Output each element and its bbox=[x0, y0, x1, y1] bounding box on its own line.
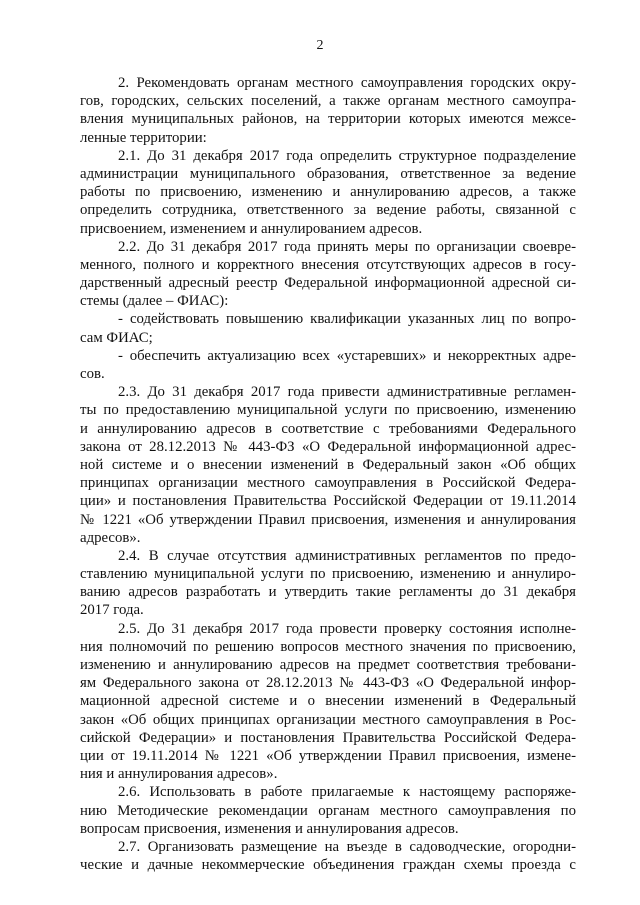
text-line: ставлению муниципальной услуги по присвоению, изменению и аннулиро- bbox=[80, 566, 576, 583]
text-line: мационной адресной системе и о внесении изменений в Федеральный bbox=[80, 693, 576, 710]
text-line: 2.7. Организовать размещение на въезде в садоводческие, огородни- bbox=[118, 838, 576, 855]
text-line: сийской Федерации» и постановления Правительства Российской Федера- bbox=[80, 729, 576, 746]
text-line: сов. bbox=[80, 366, 105, 382]
text-line: вопросам присвоения, изменения и аннулирования адресов. bbox=[80, 820, 459, 837]
text-line: адресов». bbox=[80, 529, 141, 546]
text-line: работы по присвоению, изменению и аннулированию адресов, а также bbox=[80, 184, 576, 201]
paragraph bbox=[80, 547, 576, 620]
text-line: вления муниципальных районов, на территории которых имеются межсе- bbox=[80, 111, 576, 128]
text-line: - содействовать повышению квалификации указанных лиц по вопро- bbox=[118, 311, 576, 328]
text-line: 2.4. В случае отсутствия административных регламентов по предо- bbox=[118, 547, 576, 564]
text-line: № 1221 «Об утверждении Правил присвоения, изменения и аннулирования bbox=[80, 511, 576, 528]
text-line: и аннулированию адресов в соответствие с требованиями Федерального bbox=[80, 420, 576, 437]
text-line: 2.3. До 31 декабря 2017 года привести административные регламен- bbox=[118, 384, 576, 401]
text-line: ния полномочий по решению вопросов местного значения по присвоению, bbox=[80, 638, 576, 655]
text-line: - обеспечить актуализацию всех «устаревших» и некорректных адре- bbox=[118, 347, 576, 364]
text-line: определить сотрудника, ответственного за ведение работы, связанной с bbox=[80, 202, 576, 219]
document-body bbox=[80, 74, 576, 874]
text-line: ции» и постановления Правительства Российской Федерации от 19.11.2014 bbox=[80, 493, 576, 510]
text-line: ния и аннулирования адресов». bbox=[80, 766, 278, 783]
text-line: 2.1. До 31 декабря 2017 года определить структурное подразделение bbox=[118, 147, 576, 164]
text-line: ной системе и о внесении изменений в Федеральный закон «Об общих bbox=[80, 456, 576, 473]
text-line: ческие и дачные некоммерческие объединения граждан схемы проезда с bbox=[80, 857, 576, 874]
page-number: 2 bbox=[316, 38, 324, 53]
paragraph bbox=[80, 74, 576, 147]
text-line: 2017 года. bbox=[80, 602, 144, 619]
text-line: администрации муниципального образования, ответственное за ведение bbox=[80, 165, 576, 182]
text-line: нию Методические рекомендации органам местного самоуправления по bbox=[80, 802, 576, 819]
text-line: ты по предоставлению муниципальной услуги по присвоению, изменению bbox=[80, 402, 576, 419]
text-line: дарственный адресный реестр Федеральной информационной адресной си- bbox=[80, 275, 576, 292]
paragraph bbox=[80, 383, 576, 547]
paragraph bbox=[80, 620, 576, 784]
paragraph bbox=[80, 147, 576, 238]
paragraph bbox=[80, 238, 576, 311]
paragraph bbox=[80, 310, 576, 346]
text-line: менного, полного и корректного внесения отсутствующих адресов в госу- bbox=[80, 256, 576, 273]
text-line: изменению и аннулированию адресов на предмет соответствия требовани- bbox=[80, 657, 576, 673]
text-line: принципах организации местного самоуправления в Российской Федера- bbox=[80, 475, 576, 492]
text-line: закона от 28.12.2013 № 443-ФЗ «О Федеральной информационной адрес- bbox=[80, 438, 576, 455]
paragraph bbox=[80, 838, 576, 874]
text-line: 2.2. До 31 декабря 2017 года принять меры по организации своевре- bbox=[118, 238, 576, 255]
text-line: стемы (далее – ФИАС): bbox=[80, 293, 229, 310]
text-line: сам ФИАС; bbox=[80, 329, 153, 346]
text-line: гов, городских, сельских поселений, а также органам местного самоупра- bbox=[80, 93, 576, 110]
text-line: ленные территории: bbox=[80, 129, 207, 146]
text-line: 2.6. Использовать в работе прилагаемые к настоящему распоряже- bbox=[118, 784, 576, 801]
text-line: закон «Об общих принципах организации местного самоуправления в Рос- bbox=[80, 711, 576, 728]
text-line: ванию адресов разработать и утвердить такие регламенты до 31 декабря bbox=[80, 584, 576, 601]
text-line: присвоением, изменением и аннулированием адресов. bbox=[80, 220, 423, 237]
paragraph bbox=[80, 783, 576, 838]
text-line: 2.5. До 31 декабря 2017 года провести проверку состояния исполне- bbox=[118, 620, 576, 637]
text-line: ям Федерального закона от 28.12.2013 № 443-ФЗ «О Федеральной инфор- bbox=[80, 675, 576, 692]
text-line: ции от 19.11.2014 № 1221 «Об утверждении Правил присвоения, измене- bbox=[80, 747, 576, 764]
text-line: 2. Рекомендовать органам местного самоуправления городских окру- bbox=[118, 75, 576, 91]
paragraph bbox=[80, 347, 576, 383]
